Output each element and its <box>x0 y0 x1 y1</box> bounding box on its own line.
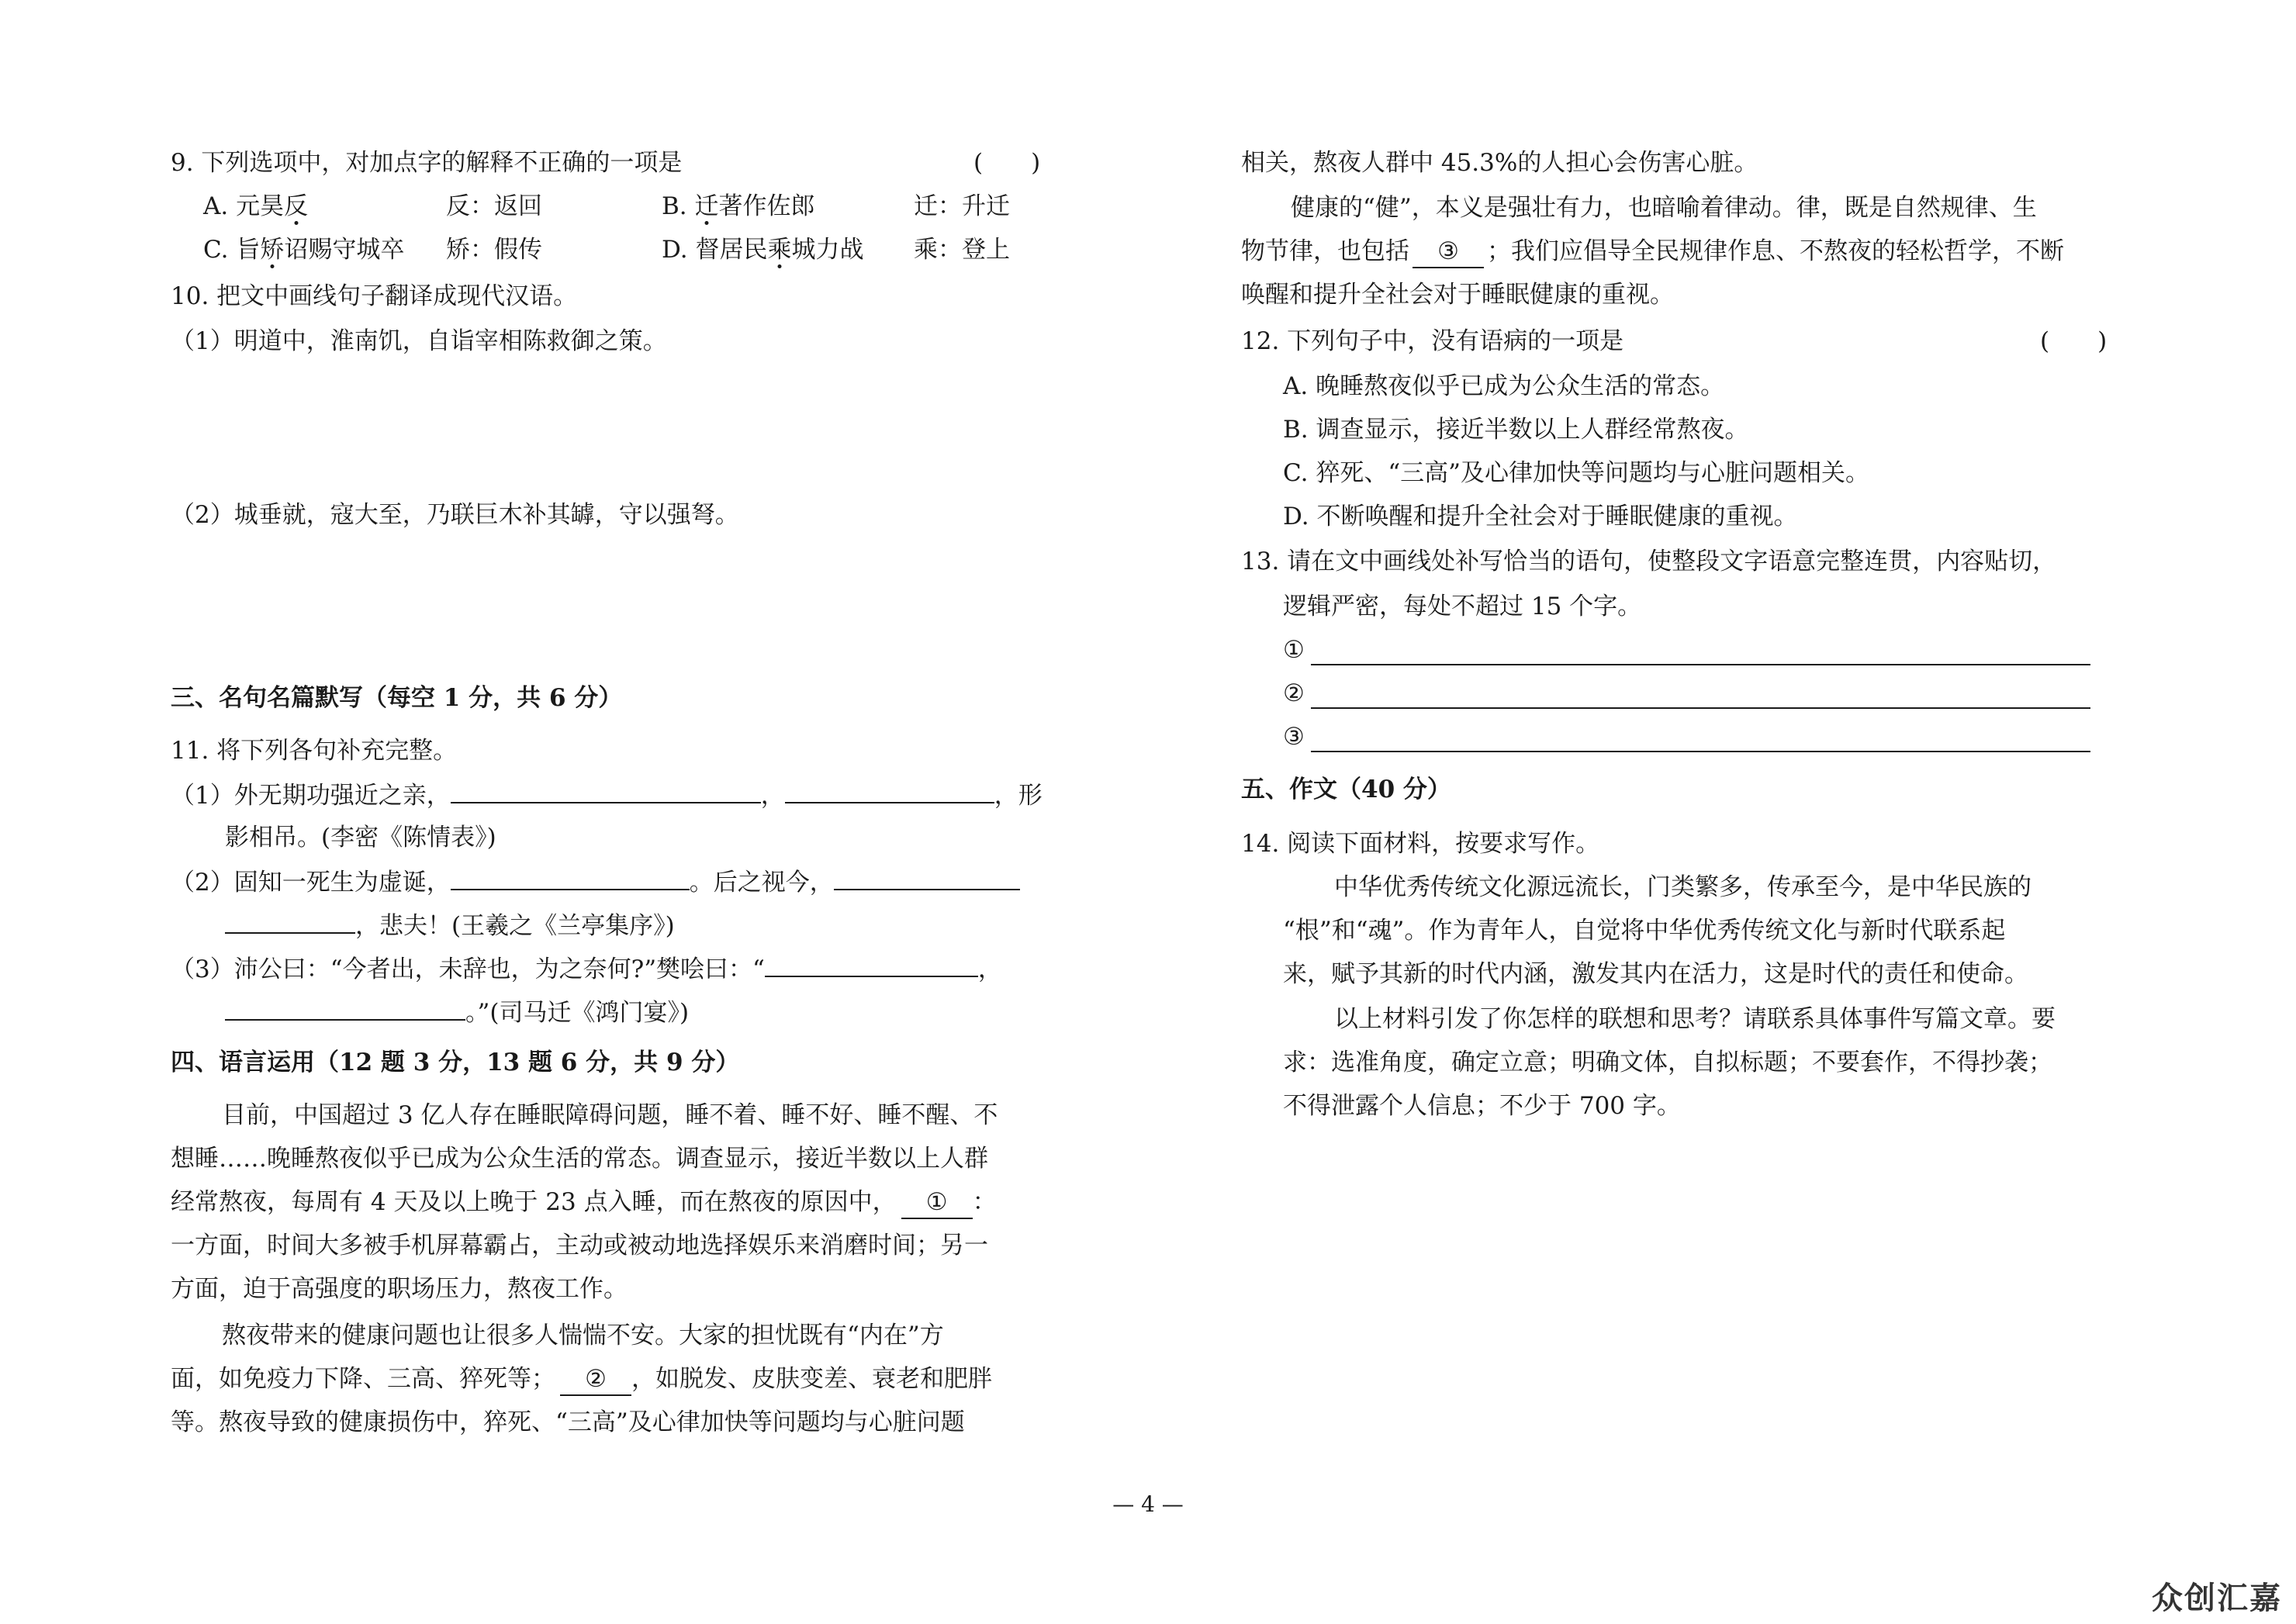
material-line: 以上材料引发了你怎样的联想和思考？请联系具体事件写篇文章。要 <box>1334 1005 2056 1033</box>
passage-line: 相关，熬夜人群中 45.3%的人担心会伤害心脏。 <box>1241 149 1758 177</box>
q13-answer-line-2[interactable] <box>1311 707 2090 709</box>
q9-option-d: D. 督居民乘城力战 <box>662 236 864 264</box>
passage-line: 等。熬夜导致的健康损伤中，猝死、“三高”及心律加快等问题均与心脏问题 <box>171 1408 965 1436</box>
q11-stem: 11. 将下列各句补充完整。 <box>171 737 458 765</box>
q11-item-1-cont: 影相吊。(李密《陈情表》) <box>225 824 496 852</box>
q13-answer-label-1: ① <box>1283 636 1305 664</box>
q10-sentence-1: （1）明道中，淮南饥，自诣宰相陈救御之策。 <box>171 327 667 355</box>
passage-line: 经常熬夜，每周有 4 天及以上晚于 23 点入睡，而在熬夜的原因中， ① ： <box>171 1187 997 1218</box>
q13-answer-line-1[interactable] <box>1311 664 2090 665</box>
q10-stem: 10. 把文中画线句子翻译成现代汉语。 <box>171 282 578 310</box>
q14-stem: 14. 阅读下面材料，按要求写作。 <box>1241 830 1600 858</box>
fill-blank[interactable] <box>785 779 994 803</box>
blank-marker-2: ② <box>560 1363 631 1396</box>
q12-answer-paren: ( ) <box>2040 327 2108 355</box>
q9-option-c: C. 旨矫诏赐守城卒 <box>203 236 405 264</box>
blank-marker-1: ① <box>901 1187 973 1219</box>
material-line: 中华优秀传统文化源远流长，门类繁多，传承至今，是中华民族的 <box>1334 873 2031 901</box>
q9-option-a-gloss: 反：返回 <box>446 192 542 220</box>
q11-item-3: （3）沛公曰：“今者出，未辞也，为之奈何?”樊哙曰：“ ， <box>171 952 1002 983</box>
q11-item-1: （1）外无期功强近之亲， ， ，形 <box>171 779 1043 810</box>
q11-item-3-cont: 。”(司马迁《鸿门宴》) <box>225 996 689 1027</box>
q10-sentence-2: （2）城垂就，寇大至，乃联巨木补其罅，守以强弩。 <box>171 501 739 529</box>
q9-option-b: B. 迁著作佐郎 <box>662 192 815 220</box>
q12-option-a: A. 晚睡熬夜似乎已成为公众生活的常态。 <box>1283 372 1725 400</box>
q11-item-2-cont: ，悲夫！(王羲之《兰亭集序》) <box>225 909 675 940</box>
q13-stem-cont: 逻辑严密，每处不超过 15 个字。 <box>1283 593 1642 620</box>
q12-stem: 12. 下列句子中，没有语病的一项是 <box>1241 327 1624 355</box>
passage-line: 方面，迫于高强度的职场压力，熬夜工作。 <box>171 1275 628 1303</box>
q12-option-c: C. 猝死、“三高”及心律加快等问题均与心脏问题相关。 <box>1283 459 1870 487</box>
material-line: 求：选准角度，确定立意；明确文体，自拟标题；不要套作，不得抄袭； <box>1283 1049 2052 1076</box>
fill-blank[interactable] <box>765 952 978 977</box>
q12-option-d: D. 不断唤醒和提升全社会对于睡眠健康的重视。 <box>1283 503 1798 530</box>
fill-blank[interactable] <box>834 866 1020 890</box>
q9-answer-paren: ( ) <box>973 149 1041 177</box>
q13-answer-label-3: ③ <box>1283 723 1305 751</box>
q9-stem: 9. 下列选项中，对加点字的解释不正确的一项是 <box>171 149 683 177</box>
q9-option-a: A. 元昊反 <box>203 192 309 220</box>
material-line: 不得泄露个人信息；不少于 700 字。 <box>1283 1092 1681 1120</box>
q9-option-b-gloss: 迁：升迁 <box>914 192 1010 220</box>
passage-line: 想睡……晚睡熬夜似乎已成为公众生活的常态。调查显示，接近半数以上人群 <box>171 1145 988 1173</box>
section-3-title: 三、名句名篇默写（每空 1 分，共 6 分） <box>171 684 623 712</box>
passage-line: 唤醒和提升全社会对于睡眠健康的重视。 <box>1241 281 1674 309</box>
q13-stem: 13. 请在文中画线处补写恰当的语句，使整段文字语意完整连贯，内容贴切， <box>1241 548 2057 575</box>
fill-blank[interactable] <box>225 909 355 934</box>
q13-answer-line-3[interactable] <box>1311 751 2090 752</box>
passage-line: 健康的“健”，本义是强壮有力，也暗喻着律动。律，既是自然规律、生 <box>1291 194 2037 222</box>
blank-marker-3: ③ <box>1413 236 1484 268</box>
q11-item-2: （2）固知一死生为虚诞， 。后之视今， <box>171 866 1020 897</box>
watermark-logo: 众创汇嘉 <box>2152 1581 2282 1616</box>
fill-blank[interactable] <box>451 866 690 890</box>
fill-blank[interactable] <box>451 779 761 803</box>
passage-line: 物节律，也包括 ③ ；我们应倡导全民规律作息、不熬夜的轻松哲学，不断 <box>1241 236 2064 267</box>
q12-option-b: B. 调查显示，接近半数以上人群经常熬夜。 <box>1283 416 1749 444</box>
section-4-title: 四、语言运用（12 题 3 分，13 题 6 分，共 9 分） <box>171 1049 740 1076</box>
material-line: “根”和“魂”。作为青年人，自觉将中华优秀传统文化与新时代联系起 <box>1283 917 2006 945</box>
fill-blank[interactable] <box>225 996 465 1021</box>
passage-line: 熬夜带来的健康问题也让很多人惴惴不安。大家的担忧既有“内在”方 <box>222 1322 944 1349</box>
material-line: 来，赋予其新的时代内涵，激发其内在活力，这是时代的责任和使命。 <box>1283 960 2028 988</box>
passage-line: 面，如免疫力下降、三高、猝死等； ② ，如脱发、皮肤变差、衰老和肥胖 <box>171 1363 992 1394</box>
passage-line: 目前，中国超过 3 亿人存在睡眠障碍问题，睡不着、睡不好、睡不醒、不 <box>222 1101 998 1129</box>
section-5-title: 五、作文（40 分） <box>1241 776 1451 803</box>
q13-answer-label-2: ② <box>1283 679 1305 707</box>
q9-option-d-gloss: 乘：登上 <box>914 236 1010 264</box>
q9-option-c-gloss: 矫：假传 <box>446 236 542 264</box>
passage-line: 一方面，时间大多被手机屏幕霸占，主动或被动地选择娱乐来消磨时间；另一 <box>171 1232 988 1259</box>
page-number: — 4 — <box>1112 1491 1184 1517</box>
